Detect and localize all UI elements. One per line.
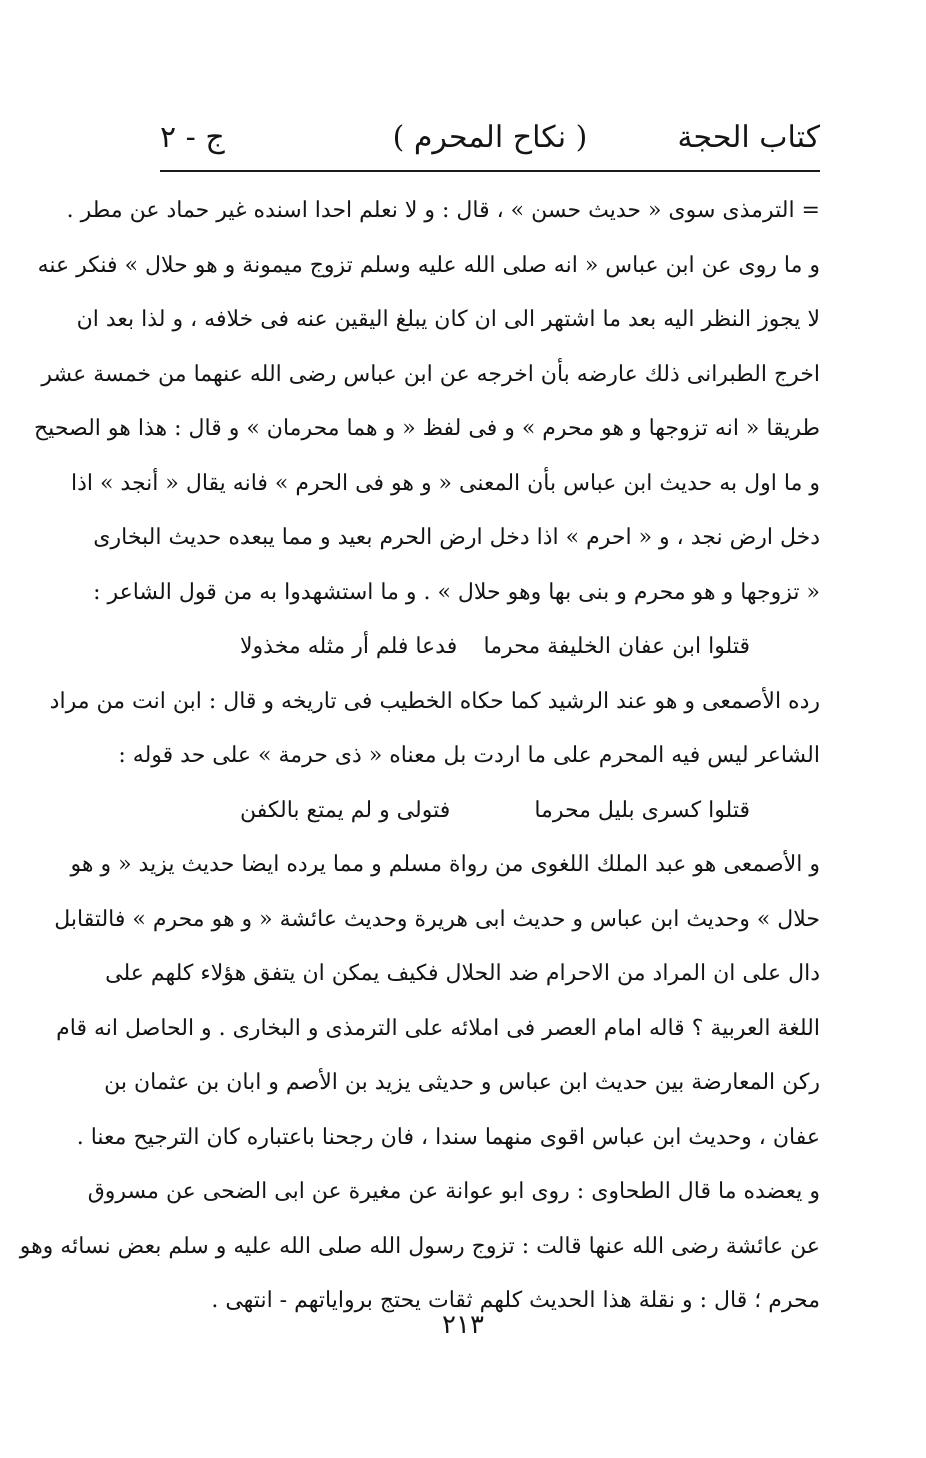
verse-first-hemistich: قتلوا كسرى بليل محرما xyxy=(534,797,750,823)
text-line: ركن المعارضة بين حديث ابن عباس و حديثى يزيد بن الأصم و ابان بن عثمان بن xyxy=(104,1070,820,1095)
text-line: و الأصمعى هو عبد الملك اللغوى من رواة مسلم و مما يرده ايضا حديث يزيد « و هو xyxy=(70,852,820,877)
text-line: و يعضده ما قال الطحاوى : روى ابو عوانة عن مغيرة عن ابى الضحى عن مسروق xyxy=(87,1179,820,1204)
running-header xyxy=(160,118,820,162)
text-line: و ما روى عن ابن عباس « انه صلى الله عليه وسلم تزوج ميمونة و هو حلال » فنكر عنه xyxy=(37,252,820,278)
page-number: ٢١٣ xyxy=(442,1310,484,1340)
text-line: محرم ؛ قال : و نقلة هذا الحديث كلهم ثقات يحتج برواياتهم - انتهى . xyxy=(211,1288,820,1313)
text-line: الشاعر ليس فيه المحرم على ما اردت بل معناه « ذى حرمة » على حد قوله : xyxy=(118,743,820,768)
text-line: و ما اول به حديث ابن عباس بأن المعنى « و هو فى الحرم » فانه يقال « أنجد » اذا xyxy=(70,470,820,496)
text-line: حلال » وحديث ابن عباس و حديث ابى هريرة وحديث عائشة « و هو محرم » فالتقابل xyxy=(54,906,820,932)
chapter-title: ( نكاح المحرم ) xyxy=(392,120,588,155)
text-line: دخل ارض نجد ، و « احرم » اذا دخل ارض الحرم بعيد و مما يبعده حديث البخارى xyxy=(93,525,820,550)
poetry-verse xyxy=(160,784,820,839)
verse-second-hemistich: فتولى و لم يمتع بالكفن xyxy=(240,797,451,823)
text-line: عن عائشة رضى الله عنها قالت : تزوج رسول الله صلى الله عليه و سلم بعض نسائه وهو xyxy=(19,1233,820,1259)
header-rule xyxy=(160,170,820,172)
text-line: رده الأصمعى و هو عند الرشيد كما حكاه الخطيب فى تاريخه و قال : ابن انت من مراد xyxy=(49,688,820,714)
text-line: لا يجوز النظر اليه بعد ما اشتهر الى ان كان يبلغ اليقين عنه فى خلافه ، و لذا بعد ان xyxy=(76,307,820,332)
text-line: دال على ان المراد من الاحرام ضد الحلال فكيف يمكن ان يتفق هؤلاء كلهم على xyxy=(105,961,820,986)
text-line: اخرج الطبرانى ذلك عارضه بأن اخرجه عن ابن عباس رضى الله عنهما من خمسة عشر xyxy=(41,361,820,387)
text-line: اللغة العربية ؟ قاله امام العصر فى املائه على الترمذى و البخارى . و الحاصل انه قام xyxy=(56,1015,820,1041)
book-title: كتاب الحجة xyxy=(677,120,820,155)
verse-first-hemistich: قتلوا ابن عفان الخليفة محرما xyxy=(483,634,750,659)
text-line: عفان ، وحديث ابن عباس اقوى منهما سندا ، فان رجحنا باعتباره كان الترجيح معنا . xyxy=(76,1124,820,1150)
text-line: = الترمذى سوى « حديث حسن » ، قال : و لا نعلم احدا اسنده غير حماد عن مطر . xyxy=(66,198,820,223)
main-text xyxy=(19,184,820,1329)
poetry-verse xyxy=(160,620,820,675)
verse-second-hemistich: فدعا فلم أر مثله مخذولا xyxy=(240,634,458,659)
text-line: « تزوجها و هو محرم و بنى بها وهو حلال » . و ما استشهدوا به من قول الشاعر : xyxy=(93,579,820,605)
volume-number: ج - ٢ xyxy=(160,120,225,155)
text-line: طريقا « انه تزوجها و هو محرم » و فى لفظ « و هما محرمان » و قال : هذا هو الصحيح xyxy=(33,416,820,441)
